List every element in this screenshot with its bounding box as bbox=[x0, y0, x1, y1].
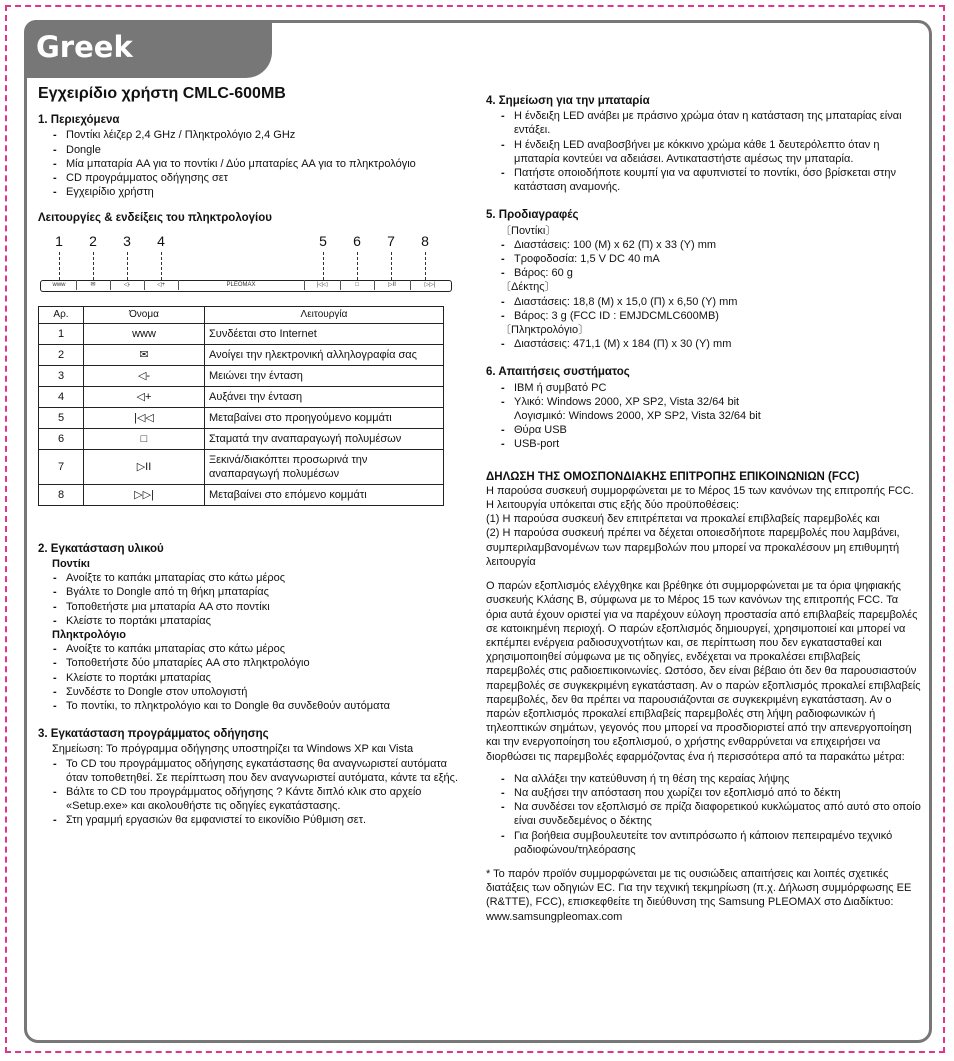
leader-line bbox=[425, 252, 426, 280]
cell-function: Μειώνει την ένταση bbox=[205, 365, 444, 386]
column-header: Λειτουργία bbox=[205, 306, 444, 323]
list-item: - Κλείστε το πορτάκι μπαταρίας bbox=[52, 671, 468, 685]
document-title: Εγχειρίδιο χρήστη CMLC-600MB bbox=[38, 85, 286, 102]
list-item: - USB-port bbox=[500, 437, 922, 451]
table-row bbox=[39, 428, 444, 449]
table-row bbox=[39, 407, 444, 428]
previous-track-icon: |◁◁ bbox=[84, 407, 205, 428]
list-item: - Πατήστε οποιοδήποτε κουμπί για να αφυπνιστεί το ποντίκι, όσο βρίσκεται στην κατάσταση αναμονής. bbox=[500, 166, 922, 194]
list-item: - Βάρος: 3 g (FCC ID : EMJDCMLC600MB) bbox=[500, 309, 922, 323]
key-number: 1 bbox=[55, 232, 63, 249]
requirements-software: Λογισμικό: Windows 2000, XP SP2, Vista 32/64 bit bbox=[514, 410, 761, 423]
key-number: 8 bbox=[421, 232, 429, 249]
keyboard-diagram bbox=[38, 234, 468, 302]
stop-icon: □ bbox=[84, 428, 205, 449]
volume-up-icon: ◁+ bbox=[84, 386, 205, 407]
list-item: - Η ένδειξη LED ανάβει με πράσινο χρώμα όταν η κατάσταση της μπαταρίας είναι εντάξει. bbox=[500, 109, 922, 137]
list-item: - Τοποθετήστε δύο μπαταρίες AA στο πληκτρολόγιο bbox=[52, 656, 468, 670]
list-item: - Εγχειρίδιο χρήστη bbox=[52, 185, 468, 199]
list-item: - Για βοήθεια συμβουλευτείτε τον αντιπρόσωπο ή κάποιον πεπειραμένο τεχνικό ραδιοφώνου/τηλεόρασης bbox=[500, 829, 922, 857]
section-specs-title: 5. Προδιαγραφές bbox=[486, 209, 579, 222]
keyboard-install-list bbox=[38, 642, 468, 713]
list-item: - Το ποντίκι, το πληκτρολόγιο και το Dongle θα συνδεθούν αυτόματα bbox=[52, 699, 468, 713]
leader-line bbox=[59, 252, 60, 280]
www-key-icon: www bbox=[42, 280, 77, 290]
list-item: - Να αυξήσει την απόσταση που χωρίζει τον εξοπλισμό από το δέκτη bbox=[500, 786, 922, 800]
battery-list bbox=[486, 109, 922, 194]
volume-down-icon: ◁- bbox=[84, 365, 205, 386]
left-column bbox=[38, 87, 468, 828]
column-header: Όνομα bbox=[84, 306, 205, 323]
cell-number: 5 bbox=[39, 407, 84, 428]
key-number: 6 bbox=[353, 232, 361, 249]
cell-number: 7 bbox=[39, 449, 84, 484]
language-label: Greek bbox=[36, 30, 133, 64]
cell-number: 8 bbox=[39, 484, 84, 505]
list-item: - Η ένδειξη LED αναβοσβήνει με κόκκινο χρώμα κάθε 1 δευτερόλεπτο όταν η μπαταρία κοντεύει να αδειάσει. Αντικαταστήστε αμέσως την μπαταρία. bbox=[500, 138, 922, 166]
spec-group-label: 〔Ποντίκι〕 bbox=[500, 224, 557, 237]
cell-function: Ανοίγει την ηλεκτρονική αλληλογραφία σας bbox=[205, 344, 444, 365]
list-item: - Ποντίκι λέιζερ 2,4 GHz / Πληκτρολόγιο 2,4 GHz bbox=[52, 128, 468, 142]
keyboard-functions-title: Λειτουργίες & ενδείξεις του πληκτρολογίου bbox=[38, 212, 272, 225]
table-row bbox=[39, 323, 444, 344]
section-contents-title: 1. Περιεχόμενα bbox=[38, 114, 120, 127]
brand-logo: PLEOMAX bbox=[178, 280, 305, 290]
previous-track-key-icon: |◁◁ bbox=[304, 280, 341, 290]
list-item: - Ανοίξτε το καπάκι μπαταρίας στο κάτω μέρος bbox=[52, 571, 468, 585]
volume-down-key-icon: ◁- bbox=[110, 280, 145, 290]
right-column bbox=[486, 94, 922, 924]
requirements-list bbox=[486, 381, 922, 409]
list-item: - Dongle bbox=[52, 143, 468, 157]
leader-line bbox=[93, 252, 94, 280]
mouse-install-list bbox=[38, 571, 468, 628]
keyboard-spec-list bbox=[486, 337, 922, 351]
driver-install-list bbox=[38, 757, 468, 828]
section-requirements-title: 6. Απαιτήσεις συστήματος bbox=[486, 366, 630, 379]
language-tab bbox=[24, 20, 272, 78]
list-item: - Θύρα USB bbox=[500, 423, 922, 437]
keyboard-subtitle: Πληκτρολόγιο bbox=[52, 629, 126, 642]
table-row bbox=[39, 484, 444, 505]
mouse-subtitle: Ποντίκι bbox=[52, 558, 90, 571]
section-driver-title: 3. Εγκατάσταση προγράμματος οδήγησης bbox=[38, 728, 269, 741]
cell-number: 4 bbox=[39, 386, 84, 407]
fcc-paragraph: Η παρούσα συσκευή συμμορφώνεται με το Μέρος 15 των κανόνων της επιτροπής FCC. Η λειτουργία υπόκειται στις εξής δύο προϋποθέσεις: bbox=[486, 484, 914, 512]
spec-group-label: 〔Πληκτρολόγιο〕 bbox=[500, 324, 590, 337]
leader-line bbox=[161, 252, 162, 280]
column-header: Αρ. bbox=[39, 306, 84, 323]
cell-number: 2 bbox=[39, 344, 84, 365]
cell-function: Συνδέεται στο Internet bbox=[205, 323, 444, 344]
receiver-spec-list bbox=[486, 295, 922, 323]
list-item: - Ανοίξτε το καπάκι μπαταρίας στο κάτω μέρος bbox=[52, 642, 468, 656]
list-item: - Στη γραμμή εργασιών θα εμφανιστεί το εικονίδιο Ρύθμιση σετ. bbox=[52, 813, 468, 827]
volume-up-key-icon: ◁+ bbox=[144, 280, 179, 290]
list-item: - Να αλλάξει την κατεύθυνση ή τη θέση της κεραίας λήψης bbox=[500, 772, 922, 786]
cell-number: 3 bbox=[39, 365, 84, 386]
list-item: - Διαστάσεις: 100 (Μ) x 62 (Π) x 33 (Υ) mm bbox=[500, 238, 922, 252]
fcc-condition: (1) Η παρούσα συσκευή δεν επιτρέπεται να προκαλεί επιβλαβείς παρεμβολές και bbox=[486, 513, 880, 526]
table-header-row bbox=[39, 306, 444, 323]
cell-function: Ξεκινά/διακόπτει προσωρινά την αναπαραγωγή πολυμέσων bbox=[205, 449, 444, 484]
next-track-icon: ▷▷| bbox=[84, 484, 205, 505]
mail-key-icon: ✉ bbox=[76, 280, 111, 290]
mouse-spec-list bbox=[486, 238, 922, 281]
contents-list bbox=[38, 128, 468, 199]
fcc-title: ΔΗΛΩΣΗ ΤΗΣ ΟΜΟΣΠΟΝΔΙΑΚΗΣ ΕΠΙΤΡΟΠΗΣ ΕΠΙΚΟΙΝΩΝΙΩΝ (FCC) bbox=[486, 470, 860, 483]
leader-line bbox=[357, 252, 358, 280]
driver-note: Σημείωση: Το πρόγραμμα οδήγησης υποστηρίζει τα Windows XP και Vista bbox=[52, 743, 414, 756]
list-item: - Μία μπαταρία AA για το ποντίκι / Δύο μπαταρίες AA για το πληκτρολόγιο bbox=[52, 157, 468, 171]
key-number: 3 bbox=[123, 232, 131, 249]
requirements-list bbox=[486, 423, 922, 451]
list-item: - CD προγράμματος οδήγησης σετ bbox=[52, 171, 468, 185]
table-row bbox=[39, 365, 444, 386]
spec-group-label: 〔Δέκτης〕 bbox=[500, 281, 556, 294]
list-item: - Συνδέστε το Dongle στον υπολογιστή bbox=[52, 685, 468, 699]
compliance-note: * Το παρόν προϊόν συμμορφώνεται με τις ουσιώδεις απαιτήσεις και λοιπές σχετικές διατάξεις των οδηγιών EC. Για την τεχνική τεκμηρίωση (π.χ. Δήλωση συμμόρφωσης EE (R&TTE), FCC), επισκεφθείτε τη διεύθυνση της Samsung PLEOMAX στο Διαδίκτυο: www.samsungpleomax.com bbox=[486, 867, 912, 923]
cell-number: 6 bbox=[39, 428, 84, 449]
cell-function: Σταματά την αναπαραγωγή πολυμέσων bbox=[205, 428, 444, 449]
list-item: - Τροφοδοσία: 1,5 V DC 40 mA bbox=[500, 252, 922, 266]
cell-function: Μεταβαίνει στο προηγούμενο κομμάτι bbox=[205, 407, 444, 428]
list-item: - Τοποθετήστε μια μπαταρία AA στο ποντίκι bbox=[52, 600, 468, 614]
stop-key-icon: □ bbox=[340, 280, 375, 290]
leader-line bbox=[127, 252, 128, 280]
table-row bbox=[39, 344, 444, 365]
fcc-paragraph: Ο παρών εξοπλισμός ελέγχθηκε και βρέθηκε ότι συμμορφώνεται με τα όρια ψηφιακής συσκευής Κλάσης B, σύμφωνα με το Μέρος 15 των κανόνων της επιτροπής FCC. Τα όρια αυτά έχουν οριστεί για να παρέχουν εύλογη προστασία από επιβλαβείς παρεμβολές σε κατοικημένη περιοχή. Ο παρών εξοπλισμός δημιουργεί, χρησιμοποιεί και μπορεί να εκπέμπει ενέργεια ραδιοσυχνοτήτων και, σε περίπτωση που δεν εγκατασταθεί και χρησιμοποιηθεί σύμφωνα με τις οδηγίες, ενδέχεται να προκαλέσει επιβλαβείς παρεμβολές στις ραδιοεπικοινωνίες. Ωστόσο, δεν είναι βέβαιο ότι δεν θα παρουσιαστούν παρεμβολές σε συγκεκριμένη εγκατάσταση. Αν ο παρών εξοπλισμός προκαλεί επιβλαβείς παρεμβολές, δεν θα πρέπει να παρουσιάζονται σε συγκεκριμένη εγκατάσταση. Αν ο παρών εξοπλισμός προκαλεί επιβλαβείς παρεμβολές στη λήψη ραδιοφωνικών ή τηλεοπτικών σημάτων, γεγονός που μπορεί να προσδιοριστεί από την απενεργοποίηση και την ενεργοποίηση του εξοπλισμού, ο χρήστης ενθαρρύνεται να επιχειρήσει να διορθώσει τις παρεμβολές εφαρμόζοντας ένα ή περισσότερα από τα παρακάτω μέτρα: bbox=[486, 580, 921, 763]
cell-function: Μεταβαίνει στο επόμενο κομμάτι bbox=[205, 484, 444, 505]
leader-line bbox=[391, 252, 392, 280]
fcc-condition: (2) Η παρούσα συσκευή πρέπει να δέχεται οποιεσδήποτε παρεμβολές που λαμβάνει, συμπεριλαμβανομένων των παρεμβολών που μπορεί να προκαλέσουν μη επιθυμητή λειτουργία bbox=[486, 527, 900, 568]
list-item: - Βάλτε το CD του προγράμματος οδήγησης ? Κάντε διπλό κλικ στο αρχείο «Setup.exe» και ακολουθήστε τις οδηγίες εγκατάστασης. bbox=[52, 785, 468, 813]
list-item: - Κλείστε το πορτάκι μπαταρίας bbox=[52, 614, 468, 628]
list-item: - Διαστάσεις: 471,1 (Μ) x 184 (Π) x 30 (Υ) mm bbox=[500, 337, 922, 351]
list-item: - IBM ή συμβατό PC bbox=[500, 381, 922, 395]
section-hardware-title: 2. Εγκατάσταση υλικού bbox=[38, 542, 164, 555]
cell-number: 1 bbox=[39, 323, 84, 344]
key-number: 7 bbox=[387, 232, 395, 249]
key-number: 4 bbox=[157, 232, 165, 249]
mail-icon: ✉ bbox=[84, 344, 205, 365]
list-item: - Υλικό: Windows 2000, XP SP2, Vista 32/64 bit bbox=[500, 395, 922, 409]
keys-table bbox=[38, 306, 444, 506]
www-icon: www bbox=[84, 323, 205, 344]
next-track-key-icon: ▷▷| bbox=[424, 281, 436, 288]
cell-function: Αυξάνει την ένταση bbox=[205, 386, 444, 407]
key-number: 5 bbox=[319, 232, 327, 249]
table-row bbox=[39, 449, 444, 484]
list-item: - Βάρος: 60 g bbox=[500, 266, 922, 280]
list-item: - Να συνδέσει τον εξοπλισμό σε πρίζα διαφορετικού κυκλώματος από αυτό στο οποίο είναι συνδεδεμένος ο δέκτης bbox=[500, 800, 922, 828]
fcc-measures-list bbox=[486, 772, 922, 857]
play-pause-key-icon: ▷II bbox=[374, 280, 411, 290]
key-number: 2 bbox=[89, 232, 97, 249]
list-item: - Διαστάσεις: 18,8 (Μ) x 15,0 (Π) x 6,50 (Υ) mm bbox=[500, 295, 922, 309]
list-item: - Το CD του προγράμματος οδήγησης εγκατάστασης θα αναγνωριστεί αυτόματα όταν τοποθετηθεί. Σε περίπτωση που δεν αναγνωριστεί αυτόματα, κάντε τα εξής. bbox=[52, 757, 468, 785]
leader-line bbox=[323, 252, 324, 280]
table-row bbox=[39, 386, 444, 407]
section-battery-title: 4. Σημείωση για την μπαταρία bbox=[486, 95, 650, 107]
play-pause-icon: ▷II bbox=[84, 449, 205, 484]
list-item: - Βγάλτε το Dongle από τη θήκη μπαταρίας bbox=[52, 585, 468, 599]
